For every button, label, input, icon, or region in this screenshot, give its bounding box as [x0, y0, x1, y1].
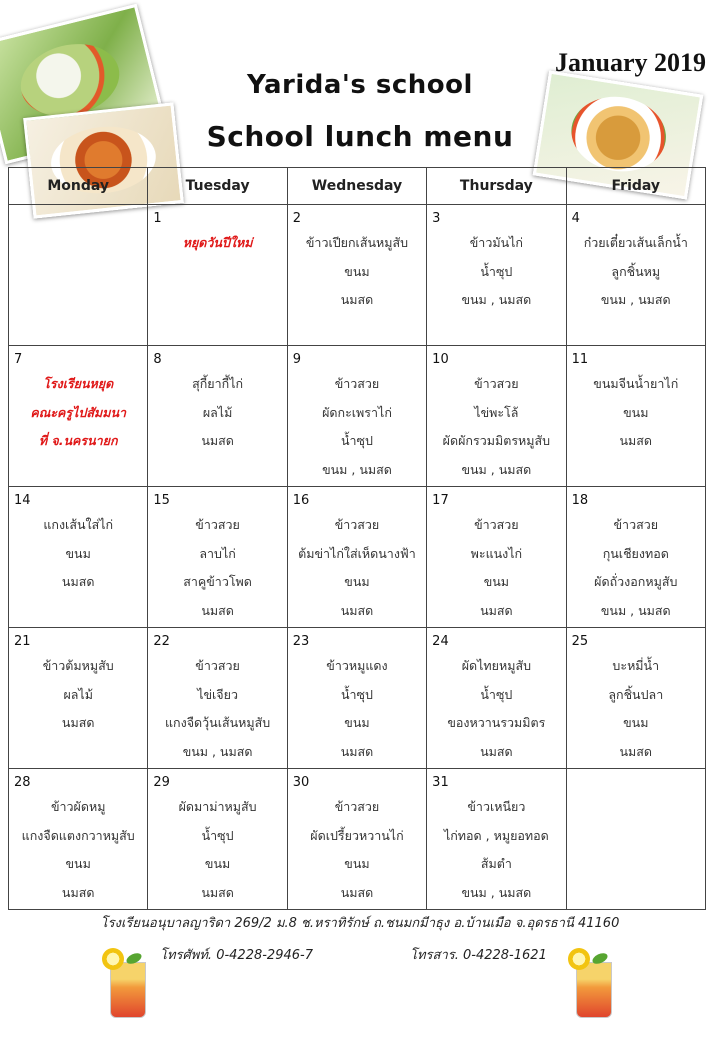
- juice-glass-icon: [106, 948, 150, 1018]
- menu-item: ขนม , นมสด: [182, 743, 253, 759]
- menu-item: นมสด: [619, 433, 653, 448]
- day-cell: [287, 205, 426, 346]
- week-row: [9, 628, 706, 769]
- day-cell: [148, 628, 287, 769]
- menu-item: นมสด: [340, 292, 374, 307]
- day-number: 4: [571, 211, 580, 226]
- menu-item: ขนม: [65, 856, 91, 871]
- month-label: January 2019: [555, 48, 706, 77]
- day-cell: [427, 628, 566, 769]
- day-header-tuesday: Tuesday: [148, 168, 287, 205]
- school-address: โรงเรียนอนุบาลญาริดา 269/2 ม.8 ช.หราทิรักษ์ ถ.ชนมกมีาธุง อ.บ้านเมือ จ.อุดรธานี 41160: [100, 916, 620, 931]
- menu-item: ผลไม้: [202, 404, 233, 420]
- menu-item: นมสด: [340, 743, 374, 759]
- menu-item: ข้าวหมูแดง: [326, 658, 388, 673]
- menu-items: [9, 368, 147, 456]
- menu-item: ขนม , นมสด: [322, 461, 392, 477]
- menu-item: สุกี้ยากี้ไก่: [192, 376, 244, 391]
- day-cell: [287, 487, 426, 628]
- menu-item: ของหวานรวมมิตร: [447, 715, 546, 730]
- menu-item: นมสด: [480, 743, 513, 759]
- menu-items: [427, 791, 565, 907]
- lunch-calendar: [8, 167, 706, 910]
- menu-items: [427, 509, 565, 625]
- menu-item: ลูกชิ้นปลา: [608, 686, 664, 702]
- day-cell: [566, 487, 705, 628]
- menu-items: [9, 791, 147, 907]
- menu-item: ข้าวสวย: [334, 517, 380, 532]
- menu-item: ลาบไก่: [199, 545, 236, 561]
- day-number: 3: [432, 211, 441, 226]
- week-row: [9, 346, 706, 487]
- day-cell: [427, 346, 566, 487]
- day-cell: [148, 487, 287, 628]
- menu-item: น้ำซุป: [201, 827, 234, 843]
- day-number: 17: [432, 493, 449, 508]
- menu-items: [148, 368, 286, 456]
- menu-item: ไข่พะโล้: [474, 404, 519, 420]
- menu-title: School lunch menu: [206, 120, 514, 153]
- menu-item: ข้าวสวย: [334, 376, 380, 391]
- menu-items: [567, 227, 705, 315]
- menu-item: ข้าวเหนียว: [467, 799, 526, 814]
- day-header-friday: Friday: [566, 168, 705, 205]
- day-cell: [427, 769, 566, 910]
- menu-item: นมสด: [201, 433, 234, 448]
- juice-glass-icon: [572, 948, 616, 1018]
- menu-items: [148, 227, 286, 258]
- menu-item: ขนม: [623, 404, 649, 420]
- menu-item: น้ำซุป: [340, 433, 373, 448]
- menu-item: ข้าวสวย: [613, 517, 659, 532]
- menu-item: ขนม: [204, 856, 231, 871]
- day-number: 15: [153, 493, 170, 508]
- day-cell: [287, 769, 426, 910]
- menu-item: ขนม , นมสด: [461, 461, 532, 477]
- day-cell: [287, 628, 426, 769]
- holiday-note: หยุดวันปีใหม่: [182, 235, 253, 250]
- day-number: 22: [153, 634, 170, 649]
- menu-items: [148, 791, 286, 907]
- day-number: 16: [292, 493, 310, 508]
- day-number: 29: [153, 775, 170, 790]
- menu-item: นมสด: [201, 602, 234, 618]
- day-cell: [427, 205, 566, 346]
- menu-items: [288, 791, 426, 907]
- menu-item: ขนม , นมสด: [600, 292, 671, 307]
- day-cell: [566, 346, 705, 487]
- day-number: 25: [571, 634, 589, 649]
- menu-items: [567, 650, 705, 766]
- day-number: 14: [14, 493, 31, 508]
- menu-item: นมสด: [201, 884, 234, 900]
- menu-item: ข้าวเปียกเส้นหมูสับ: [305, 235, 409, 250]
- menu-item: ข้าวสวย: [334, 799, 380, 814]
- menu-item: ผัดไทยหมูสับ: [461, 658, 532, 673]
- menu-item: น้ำซุป: [480, 263, 513, 279]
- menu-items: [427, 227, 565, 315]
- day-cell: [9, 205, 148, 346]
- day-number: 28: [14, 775, 31, 790]
- day-number: 9: [292, 352, 302, 367]
- menu-items: [9, 509, 147, 597]
- menu-item: ขนม: [65, 545, 91, 561]
- day-number: 11: [571, 352, 589, 367]
- menu-item: ขนม , นมสด: [461, 884, 532, 900]
- day-header-wednesday: Wednesday: [287, 168, 426, 205]
- menu-item: น้ำซุป: [480, 686, 513, 702]
- day-number: 8: [153, 352, 162, 367]
- menu-item: ผัดกะเพราไก่: [322, 404, 392, 420]
- menu-item: ข้าวสวย: [195, 517, 240, 532]
- holiday-note: โรงเรียนหยุด: [43, 376, 114, 391]
- day-number: 18: [571, 493, 589, 508]
- day-number: 23: [292, 634, 310, 649]
- menu-item: ผัดถั่วงอกหมูสับ: [594, 574, 678, 589]
- day-number: 10: [432, 352, 449, 367]
- menu-item: ข้าวผัดหมู: [50, 799, 106, 814]
- menu-items: [288, 509, 426, 625]
- day-cell: [566, 769, 705, 910]
- day-number: 21: [14, 634, 31, 649]
- day-cell: [148, 769, 287, 910]
- menu-item: นมสด: [619, 743, 653, 759]
- menu-item: แกงจืดวุ้นเส้นหมูสับ: [164, 715, 271, 730]
- menu-items: [288, 650, 426, 766]
- week-row: [9, 769, 706, 910]
- menu-item: ขนม: [483, 574, 510, 589]
- menu-items: [567, 509, 705, 625]
- menu-item: นมสด: [480, 602, 513, 618]
- week-row: [9, 205, 706, 346]
- menu-item: กุนเชียงทอด: [602, 545, 669, 561]
- menu-item: นมสด: [61, 574, 95, 589]
- menu-item: นมสด: [340, 602, 374, 618]
- menu-item: ผัดเปรี้ยวหวานไก่: [310, 827, 404, 843]
- menu-item: นมสด: [340, 884, 374, 900]
- menu-item: ผัดผักรวมมิตรหมูสับ: [442, 433, 551, 448]
- holiday-note: ที่ จ.นครนายก: [38, 433, 118, 448]
- week-row: [9, 487, 706, 628]
- day-cell: [566, 205, 705, 346]
- menu-items: [567, 368, 705, 456]
- day-number: 24: [432, 634, 449, 649]
- day-header-row: [9, 168, 706, 205]
- day-cell: [9, 346, 148, 487]
- menu-item: นมสด: [61, 884, 95, 900]
- menu-item: ผัดมาม่าหมูสับ: [178, 799, 257, 814]
- menu-item: ไก่ทอด , หมูยอทอด: [443, 827, 549, 843]
- menu-item: นมสด: [61, 715, 95, 730]
- menu-items: [148, 509, 286, 625]
- menu-item: ต้มข่าไก่ใส่เห็ดนางฟ้า: [298, 545, 416, 561]
- menu-item: ขนม: [344, 856, 370, 871]
- menu-item: ส้มตำ: [480, 856, 512, 871]
- calendar-body: [9, 205, 706, 910]
- day-number: 2: [292, 211, 302, 226]
- day-cell: [427, 487, 566, 628]
- menu-item: ขนม , นมสด: [461, 292, 532, 307]
- menu-items: [148, 650, 286, 766]
- menu-item: แกงจืดแตงกวาหมูสับ: [21, 827, 135, 843]
- menu-item: ขนม: [344, 263, 370, 279]
- fax-number: โทรสาร. 0-4228-1621: [410, 948, 547, 963]
- menu-item: ข้าวสวย: [474, 376, 519, 391]
- menu-item: ขนมจีนน้ำยาไก่: [593, 376, 679, 391]
- menu-items: [288, 368, 426, 484]
- day-header-thursday: Thursday: [427, 168, 566, 205]
- menu-item: แกงเส้นใส่ไก่: [43, 517, 114, 532]
- menu-items: [427, 650, 565, 766]
- day-cell: [566, 628, 705, 769]
- menu-item: ขนม: [623, 715, 649, 730]
- menu-item: ไข่เจียว: [197, 686, 238, 702]
- holiday-note: คณะครูไปสัมมนา: [30, 404, 127, 420]
- menu-item: น้ำซุป: [340, 686, 373, 702]
- phone-number: โทรศัพท์. 0-4228-2946-7: [160, 948, 313, 963]
- menu-item: ข้าวมันไก่: [469, 235, 523, 250]
- menu-item: ก๋วยเตี๋ยวเส้นเล็กน้ำ: [583, 235, 688, 250]
- day-cell: [287, 346, 426, 487]
- menu-items: [9, 650, 147, 738]
- menu-item: ผลไม้: [63, 686, 93, 702]
- day-header-monday: Monday: [9, 168, 148, 205]
- menu-item: ข้าวสวย: [195, 658, 240, 673]
- menu-item: ลูกชิ้นหมู: [611, 263, 661, 279]
- day-number: 31: [432, 775, 449, 790]
- menu-item: ขนม , นมสด: [600, 602, 671, 618]
- menu-items: [9, 211, 147, 213]
- day-cell: [148, 346, 287, 487]
- day-number: 30: [292, 775, 310, 790]
- day-number: 7: [14, 352, 23, 367]
- day-cell: [9, 487, 148, 628]
- school-title: Yarida's school: [247, 70, 473, 100]
- day-cell: [9, 628, 148, 769]
- menu-item: ขนม: [344, 715, 370, 730]
- menu-item: ข้าวต้มหมูสับ: [42, 658, 114, 673]
- day-cell: [9, 769, 148, 910]
- menu-items: [567, 775, 705, 777]
- menu-item: ข้าวสวย: [474, 517, 519, 532]
- menu-item: บะหมี่น้ำ: [612, 658, 660, 673]
- day-number: 1: [153, 211, 162, 226]
- day-cell: [148, 205, 287, 346]
- menu-item: ขนม: [344, 574, 370, 589]
- menu-item: พะแนงไก่: [470, 545, 523, 561]
- menu-items: [427, 368, 565, 484]
- menu-item: สาคูข้าวโพด: [183, 574, 252, 589]
- menu-items: [288, 227, 426, 315]
